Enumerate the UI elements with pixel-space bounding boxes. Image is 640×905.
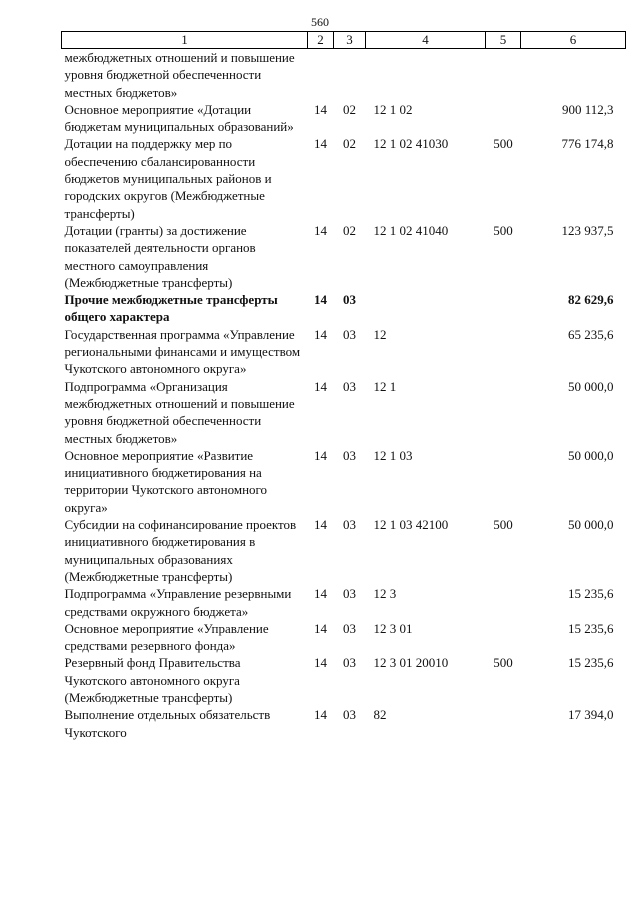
table-row [62, 585, 626, 620]
row-subsection-code: 03 [343, 447, 356, 463]
page-number: 560 [311, 15, 329, 29]
row-subsection-code: 03 [343, 586, 356, 602]
row-target-article: 12 1 02 41030 [373, 136, 449, 152]
table-header [62, 32, 626, 49]
row-target-article: 12 3 01 20010 [373, 655, 449, 671]
row-subsection-code: 03 [343, 326, 356, 342]
row-subsection-code: 03 [343, 620, 356, 636]
row-amount: 50 000,0 [568, 447, 614, 463]
table-row [62, 516, 626, 585]
row-subsection-code: 02 [343, 136, 356, 152]
table-row [62, 101, 626, 136]
row-amount: 15 235,6 [568, 586, 614, 602]
row-target-article: 12 1 02 [373, 101, 413, 117]
row-amount: 65 235,6 [568, 326, 614, 342]
row-target-article [366, 291, 486, 326]
column-header-3: 3 [334, 32, 366, 49]
table-row [62, 447, 626, 516]
row-name: Основное мероприятие «Развитие инициативного бюджетирования на территории Чукотского автономного округа» [64, 447, 268, 515]
row-section-code: 14 [314, 222, 327, 238]
row-expense-type: 500 [493, 517, 513, 533]
column-header-1: 1 [62, 32, 308, 49]
table-row [62, 326, 626, 378]
row-section-code: 14 [314, 517, 327, 533]
row-section-code: 14 [314, 136, 327, 152]
row-expense-type: 500 [493, 136, 513, 152]
row-name: Прочие межбюджетные трансферты общего характера [64, 292, 278, 325]
row-subsection-code: 02 [343, 101, 356, 117]
row-section-code: 14 [314, 292, 327, 308]
row-name: Выполнение отдельных обязательств Чукотского [64, 707, 271, 740]
row-amount: 776 174,8 [561, 136, 614, 152]
row-amount: 123 937,5 [561, 222, 614, 238]
row-section-code: 14 [314, 326, 327, 342]
row-subsection-code [334, 49, 366, 101]
row-subsection-code: 03 [343, 292, 356, 308]
row-expense-type [486, 447, 521, 516]
row-name: межбюджетных отношений и повышение уровня бюджетной обеспеченности местных бюджетов» [64, 50, 295, 100]
row-expense-type: 500 [493, 655, 513, 671]
column-header-2: 2 [308, 32, 334, 49]
row-name: Резервный фонд Правительства Чукотского автономного округа (Межбюджетные трансферты) [64, 655, 241, 705]
table-row [62, 291, 626, 326]
row-target-article: 12 1 02 41040 [373, 222, 449, 238]
row-target-article: 12 1 03 [373, 447, 413, 463]
row-section-code [308, 49, 334, 101]
row-expense-type [486, 378, 521, 447]
row-expense-type [486, 620, 521, 655]
row-name: Дотации (гранты) за достижение показателей деятельности органов местного самоуправления (Межбюджетные трансферты) [64, 222, 256, 290]
row-expense-type: 500 [493, 222, 513, 238]
row-subsection-code: 02 [343, 222, 356, 238]
row-target-article: 12 1 [373, 378, 397, 394]
row-name: Подпрограмма «Управление резервными средствами окружного бюджета» [64, 586, 292, 619]
row-amount [521, 49, 626, 101]
row-subsection-code: 03 [343, 517, 356, 533]
row-amount: 15 235,6 [568, 620, 614, 636]
row-expense-type [486, 101, 521, 136]
row-section-code: 14 [314, 655, 327, 671]
table-row [62, 222, 626, 291]
row-section-code: 14 [314, 378, 327, 394]
row-amount: 15 235,6 [568, 655, 614, 671]
row-name: Государственная программа «Управление региональными финансами и имуществом Чукотского автономного округа» [64, 326, 301, 377]
row-name: Подпрограмма «Организация межбюджетных отношений и повышение уровня бюджетной обеспеченности местных бюджетов» [64, 378, 295, 446]
row-expense-type [486, 706, 521, 741]
row-subsection-code: 03 [343, 655, 356, 671]
row-section-code: 14 [314, 447, 327, 463]
row-amount: 17 394,0 [568, 707, 614, 723]
row-expense-type [486, 585, 521, 620]
row-target-article: 82 [373, 707, 387, 723]
row-target-article: 12 1 03 42100 [373, 517, 449, 533]
row-target-article: 12 3 [373, 586, 397, 602]
row-subsection-code: 03 [343, 707, 356, 723]
table-body [62, 49, 626, 741]
row-amount: 900 112,3 [561, 101, 614, 117]
column-header-5: 5 [486, 32, 521, 49]
budget-table [61, 31, 626, 741]
table-row [62, 706, 626, 741]
table-row [62, 378, 626, 447]
row-amount: 50 000,0 [568, 378, 614, 394]
row-subsection-code: 03 [343, 378, 356, 394]
row-section-code: 14 [314, 586, 327, 602]
row-section-code: 14 [314, 707, 327, 723]
table-row [62, 49, 626, 101]
table-row [62, 654, 626, 706]
row-amount: 50 000,0 [568, 517, 614, 533]
table-row [62, 620, 626, 655]
row-amount: 82 629,6 [568, 292, 614, 308]
row-target-article: 12 [373, 326, 387, 342]
row-name: Дотации на поддержку мер по обеспечению сбалансированности бюджетов муниципальных районов и городских округов (Межбюджетные трансферты) [64, 136, 272, 221]
row-name: Основное мероприятие «Дотации бюджетам муниципальных образований» [64, 101, 294, 135]
row-expense-type [486, 49, 521, 101]
row-expense-type [486, 326, 521, 378]
row-section-code: 14 [314, 101, 327, 117]
row-section-code: 14 [314, 620, 327, 636]
row-target-article [366, 49, 486, 101]
row-target-article: 12 3 01 [373, 620, 413, 636]
row-expense-type [486, 291, 521, 326]
column-header-6: 6 [521, 32, 626, 49]
row-name: Основное мероприятие «Управление средствами резервного фонда» [64, 620, 269, 654]
table-row [62, 135, 626, 221]
column-header-4: 4 [366, 32, 486, 49]
row-name: Субсидии на софинансирование проектов инициативного бюджетирования в муниципальных образованиях (Межбюджетные трансферты) [64, 517, 297, 584]
